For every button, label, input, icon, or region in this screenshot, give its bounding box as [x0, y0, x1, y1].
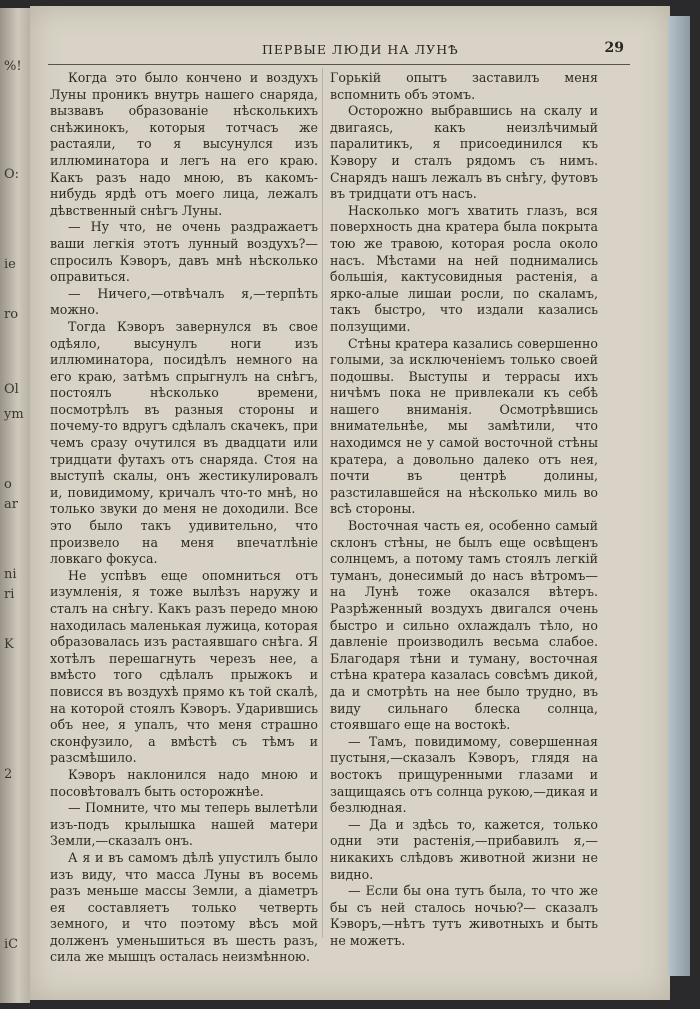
book-edge [668, 16, 690, 976]
paragraph: Стѣны кратера казались совершенно голыми, за исключеніемъ только своей подошвы. Выступы и террасы ихъ ничѣмъ пока не привлекали къ себѣ нашего вниманія. Осмотрѣвшись внимательнѣе, мы замѣтили, что находимся не у самой восточной стѣны кратера, а довольно далеко отъ нея, почти въ центрѣ долины, разстилавшейся на нѣсколько миль во всѣ стороны. [330, 335, 598, 517]
paragraph: Когда это было кончено и воздухъ Луны проникъ внутрь нашего снаряда, вызвавъ образованіе нѣсколькихъ снѣжинокъ, которыя тотчасъ же растаяли, то я высунулся изъ иллюминатора и легъ на его краю. Какъ разъ надо мною, въ какомъ-нибудь ярдѣ отъ моего лица, лежалъ дѣвственный снѣгъ Луны. [50, 70, 318, 218]
adjacent-page-fragment: iC [4, 937, 19, 952]
adjacent-page-fragment: O: [4, 167, 20, 182]
adjacent-page-edge [0, 8, 30, 1003]
paragraph: — Помните, что мы теперь вылетѣли изъ-подъ крылышка нашей матери Земли,—сказалъ онъ. [50, 800, 318, 849]
page-number: 29 [604, 40, 624, 56]
right-column [330, 70, 598, 949]
paragraph: Кэворъ наклонился надо мною и посовѣтовалъ быть осторожнѣе. [50, 766, 318, 799]
page-header [48, 42, 628, 60]
adjacent-page-fragment: %! [4, 59, 22, 74]
running-title: ПЕРВЫЕ ЛЮДИ НА ЛУНѢ [262, 42, 459, 57]
paragraph: — Тамъ, повидимому, совершенная пустыня,—сказалъ Кэворъ, глядя на востокъ прищуренными глазами и защищаясь отъ солнца рукою,—дикая и безлюдная. [330, 733, 598, 816]
adjacent-page-fragment: o [4, 477, 12, 492]
column-gutter [322, 68, 323, 938]
adjacent-page-fragment: ar [4, 497, 18, 512]
adjacent-page-fragment: ie [4, 257, 16, 272]
adjacent-page-fragment: ro [4, 307, 19, 322]
paragraph: Насколько могъ хватить глазъ, вся поверхность дна кратера была покрыта тою же травою, которая росла около насъ. Мѣстами на ней поднимались большія, кактусовидныя растенія, а ярко-алые лишаи росли, по скаламъ, такъ быстро, что издали казались ползущими. [330, 202, 598, 334]
paragraph: Тогда Кэворъ завернулся въ свое одѣяло, высунулъ ноги изъ иллюминатора, посидѣлъ немного на его краю, затѣмъ спрыгнулъ на снѣгъ, постоялъ нѣсколько времени, посмотрѣлъ въ разныя стороны и почему-то вдругъ сдѣлалъ скачекъ, при чемъ сразу очутился въ двадцати или тридцати футахъ отъ снаряда. Стоя на выступѣ скалы, онъ жестикулировалъ и, повидимому, кричалъ что-то мнѣ, но только звуки до меня не доходили. Все это было такъ удивительно, что произвело на меня впечатлѣніе ловкаго фокуса. [50, 318, 318, 567]
paragraph: Восточная часть ея, особенно самый склонъ стѣны, не былъ еще освѣщенъ солнцемъ, а потому тамъ стоялъ легкій туманъ, донесимый до насъ вѣтромъ—на Лунѣ тоже оказался вѣтеръ. Разрѣженный воздухъ двигался очень быстро и сильно охлаждалъ тѣло, но давленіе производилъ весьма слабое. Благодаря тѣни и туману, восточная стѣна кратера казалась совсѣмъ дикой, да и смотрѣть на нее было трудно, въ виду сильнаго блеска солнца, стоявшаго еще на востокѣ. [330, 518, 598, 733]
paragraph: — Ну что, не очень раздражаетъ ваши легкія этотъ лунный воздухъ?— спросилъ Кэворъ, давъ мнѣ нѣсколько оправиться. [50, 219, 318, 285]
book-page [30, 6, 670, 1000]
adjacent-page-fragment: Ol [4, 382, 19, 397]
header-rule [48, 64, 630, 65]
left-column [50, 70, 318, 966]
paragraph: А я и въ самомъ дѣлѣ упустилъ было изъ виду, что масса Луны въ восемь разъ меньше массы Земли, а діаметръ ея составляетъ только четверть земного, и что поэтому вѣсъ мой долженъ уменьшиться въ шесть разъ, сила же мышцъ осталась неизмѣнною. [50, 849, 318, 965]
paragraph: Не успѣвъ еще опомниться отъ изумленія, я тоже вылѣзъ наружу и сталъ на снѣгу. Какъ разъ передо мною находилась маленькая лужица, которая образовалась изъ растаявшаго снѣга. Я хотѣлъ перешагнуть черезъ нее, а вмѣсто того сдѣлалъ прыжокъ и повисся въ воздухѣ прямо къ той скалѣ, на которой стоялъ Кэворъ. Ударившись объ нее, я упалъ, что меня страшно сконфузило, а вмѣстѣ съ тѣмъ и разсмѣшило. [50, 567, 319, 766]
paragraph: — Ничего,—отвѣчалъ я,—терпѣть можно. [50, 285, 318, 318]
adjacent-page-fragment: K [4, 637, 14, 652]
adjacent-page-fragment: ym [4, 407, 24, 422]
adjacent-page-fragment: ri [4, 587, 15, 602]
adjacent-page-fragment: ni [4, 567, 17, 582]
paragraph: — Если бы она тутъ была, то что же бы съ ней сталось ночью?— сказалъ Кэворъ,—нѣтъ тутъ животныхъ и быть не можетъ. [330, 883, 598, 948]
paragraph: Осторожно выбравшись на скалу и двигаясь, какъ неизлѣчимый паралитикъ, я присоединился къ Кэвору и сталъ рядомъ съ нимъ. Снарядъ нашъ лежалъ въ снѣгу, футовъ въ тридцати отъ насъ. [330, 103, 598, 202]
paragraph: — Да и здѣсь то, кажется, только одни эти растенія,—прибавилъ я,— никакихъ слѣдовъ животной жизни не видно. [330, 816, 598, 882]
adjacent-page-fragment: 2 [4, 767, 13, 782]
paragraph: Горькій опытъ заставилъ меня вспомнить объ этомъ. [330, 70, 598, 102]
